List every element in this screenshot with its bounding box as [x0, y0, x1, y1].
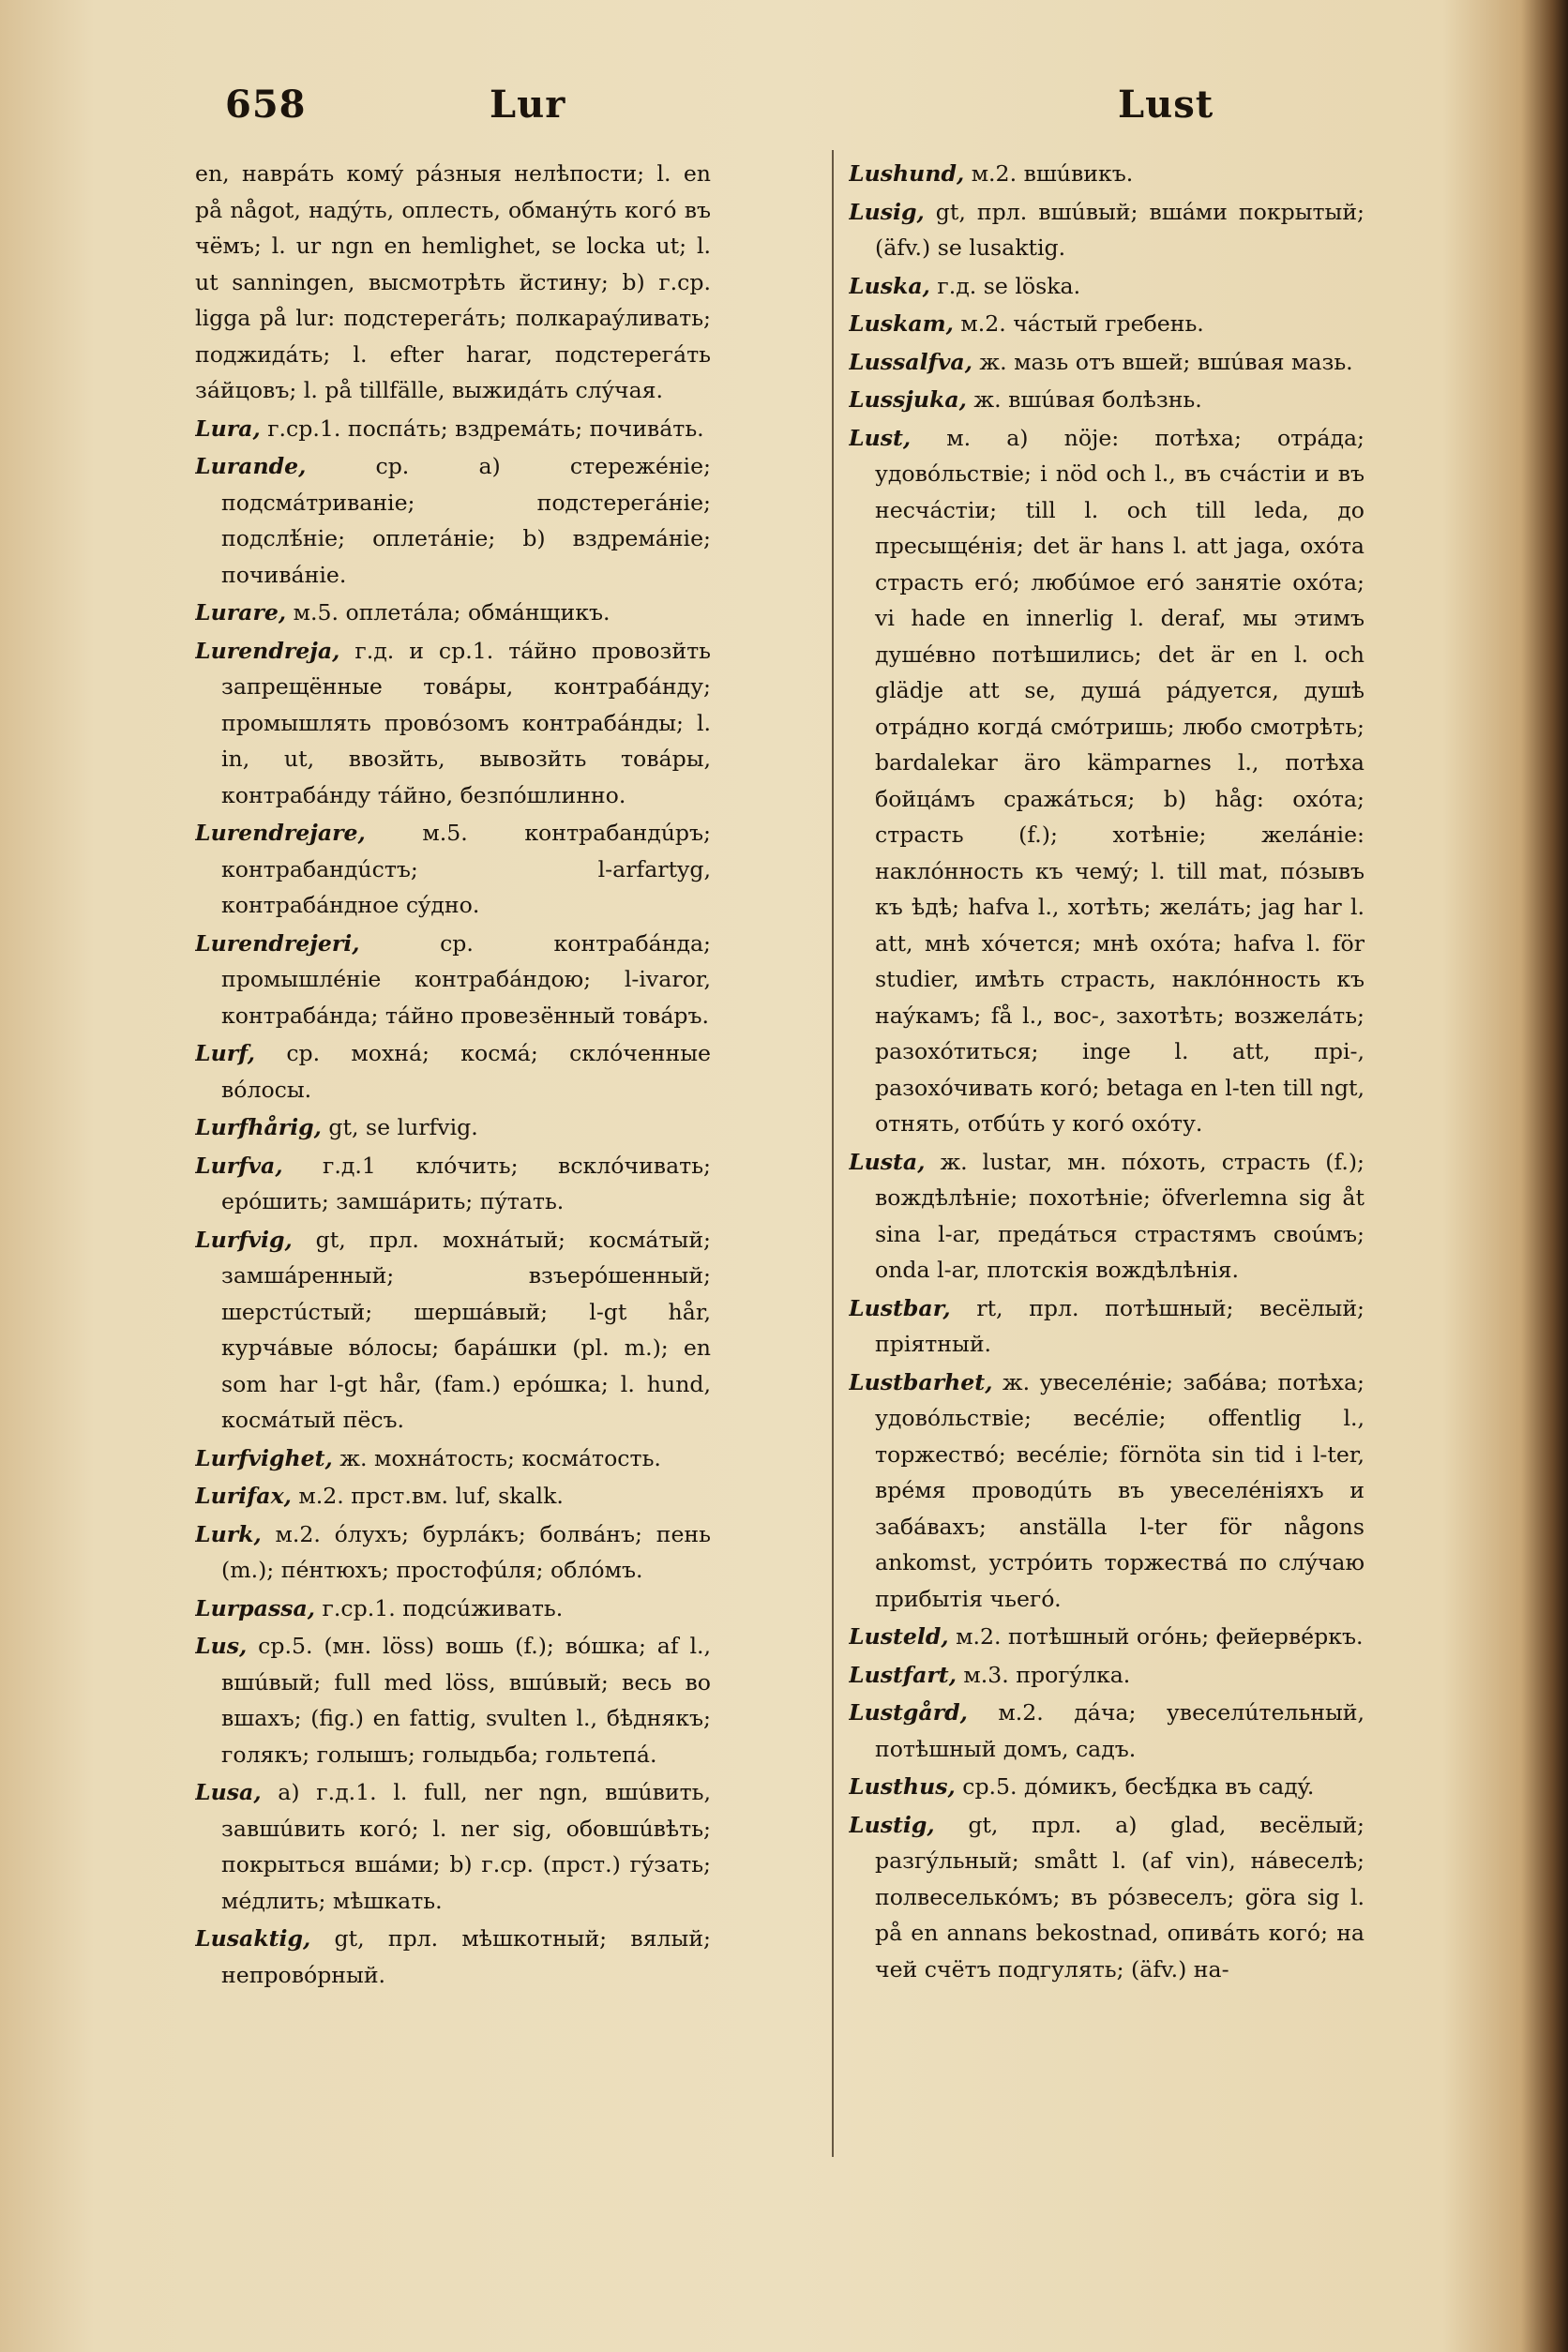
entry-headword: Lurf, — [195, 1040, 256, 1066]
entry-definition: г.ср.1. поспáть; вздремáть; почивáть. — [267, 415, 704, 442]
page-number: 658 — [225, 83, 307, 127]
entry-definition: м. a) nöje: потѣха; отрáда; удовóльствіе; i nöd och l., въ счáстіи и въ несчáстіи; till l. och till leda, до пресыщéнія; det är hans l. att jaga, охóта страсть егó; любúмое егó занятіе охóта; vi hade en innerlig l. deraf, мы этимъ душéвно потѣшились; det är en l. och glädje att se, душá рáдуется, душѣ отрáдно когдá смóтришь; любо смотрѣть; bardalekar äro kämparnes l., потѣха бойцáмъ сражáться; b) håg: охóта; страсть (f.); хотѣніе; желáніе: наклóнность къ чемý; l. till mat, пóзывъ къ ѣдѣ; hafva l., хотѣть; желáть; jag har l. att, мнѣ хóчется; мнѣ охóта; hafva l. för studier, имѣть страсть, наклóнность къ наýкамъ; få l., вос-, захотѣть; возжелáть; разохóтиться; inge l. att, прі-, разохóчивать когó; betaga en l-ten till ngt, отнять, отбúть у когó охóту. — [875, 424, 1364, 1137]
dictionary-entry — [195, 1591, 711, 1627]
entry-headword: Lurfhårig, — [195, 1114, 322, 1140]
entry-definition: м.2. вшúвикъ. — [971, 160, 1134, 187]
dictionary-entry — [195, 1921, 711, 1993]
entry-definition: ср. мохнá; космá; склóченные вóлосы. — [221, 1040, 711, 1103]
entry-headword: Lusig, — [849, 198, 925, 225]
dictionary-entry — [195, 1774, 711, 1919]
dictionary-entry — [195, 448, 711, 593]
entry-definition: г.ср.1. подсúживать. — [322, 1594, 564, 1621]
entry-definition: rt, прл. потѣшный; весёлый; пріятный. — [875, 1294, 1364, 1357]
entry-headword: Lusta, — [849, 1148, 926, 1175]
entry-headword: Lurfva, — [195, 1152, 283, 1179]
entry-headword: Lustfart, — [849, 1661, 957, 1688]
dictionary-entry — [849, 1364, 1364, 1618]
guide-word-left: Lur — [490, 83, 566, 127]
dictionary-entry — [195, 1628, 711, 1772]
entry-headword: Lurare, — [195, 599, 287, 626]
dictionary-entry — [195, 1109, 711, 1146]
dictionary-entry — [849, 156, 1364, 192]
dictionary-entry — [195, 1478, 711, 1515]
dictionary-entry — [849, 1695, 1364, 1767]
entry-definition: en, наврáть комý рáзныя нелѣпости; l. en på något, надýть, оплесть, обманýть когó въ чёмъ; l. ur ngn en hemlighet, se locka ut; l. ut sanningen, высмотрѣть йстину; b) г.ср. ligga på lur: подстерегáть; полкараýливать; поджидáть; l. efter harar, подстерегáть зáйцовъ; l. på tillfälle, выжидáть слýчая. — [195, 160, 711, 403]
entry-headword: Lusthus, — [849, 1773, 956, 1800]
dictionary-entry — [195, 926, 711, 1034]
entry-definition: ср.5. дóмикъ, бесѣ́дка въ садý. — [962, 1773, 1315, 1800]
entry-definition: ср. a) стережéніе; подсмáтриваніе; подстерегáніе; подслѣ́ніе; оплетáніе; b) вздремáніе; почивáніе. — [221, 453, 711, 588]
entry-headword: Lurendreja, — [195, 637, 340, 664]
entry-headword: Lura, — [195, 415, 261, 442]
entry-headword: Lurfvig, — [195, 1226, 293, 1253]
entry-definition: ж. мазь отъ вшей; вшúвая мазь. — [979, 348, 1353, 375]
dictionary-entry — [195, 1035, 711, 1108]
entry-definition: м.2. прст.вм. luf, skalk. — [298, 1483, 564, 1509]
entry-headword: Lustbarhet, — [849, 1368, 993, 1395]
entry-headword: Lurendrejeri, — [195, 929, 360, 957]
entry-headword: Lurifax, — [195, 1483, 292, 1509]
entry-definition: г.д. и ср.1. тáйно провозйть запрещённые товáры, контрабáнду; промышлять провóзомъ контрабáнды; l. in, ut, ввозйть, вывозйть товáры, контрабáнду тáйно, безпóшлинно. — [221, 637, 711, 808]
dictionary-entry — [195, 156, 711, 409]
guide-word-right: Lust — [1118, 83, 1214, 127]
entry-definition: ср.5. (мн. löss) вошь (f.); вóшка; af l., вшúвый; full med löss, вшúвый; весь во вшахъ; (fig.) en fattig, svulten l., бѣднякъ; голякъ; голышъ; голыдьба; гольтепá. — [221, 1633, 711, 1768]
entry-definition: gt, se lurfvig. — [328, 1114, 478, 1140]
dictionary-entry — [195, 1222, 711, 1439]
entry-definition: gt, прл. мохнáтый; космáтый; замшáренный; взъерóшенный; шерстúстый; шершáвый; l-gt hår, курчáвые вóлосы; барáшки (pl. m.); en som har l-gt hår, (fam.) ерóшка; l. hund, космáтый пёсъ. — [221, 1226, 711, 1433]
dictionary-entry — [849, 1144, 1364, 1289]
page-header — [218, 83, 1232, 139]
entry-definition: м.3. прогýлка. — [963, 1661, 1131, 1688]
entry-definition: ж. мохнáтость; космáтость. — [339, 1444, 661, 1471]
entry-definition: м.5. оплетáла; обмáнщикъ. — [293, 599, 611, 626]
column-divider — [832, 150, 834, 2157]
right-column — [849, 156, 1364, 2153]
entry-definition: gt, прл. мѣшкотный; вялый; непровóрный. — [221, 1925, 711, 1988]
entry-definition: м.2. потѣшный огóнь; фейервéркъ. — [956, 1623, 1364, 1650]
entry-definition: м.2. óлухъ; бурлáкъ; болвáнъ; пень (m.); пéнтюхъ; простофúля; облóмъ. — [221, 1520, 711, 1583]
entry-headword: Luskam, — [849, 310, 954, 337]
entry-headword: Luska, — [849, 272, 930, 299]
dictionary-entry — [849, 194, 1364, 266]
entry-definition: a) г.д.1. l. full, ner ngn, вшúвить, завшúвить когó; l. ner sig, обовшúвѣть; покрыться вшáми; b) г.ср. (прст.) гýзать; мéдлить; мѣшкать. — [221, 1779, 711, 1914]
entry-definition: gt, прл. вшúвый; вшáми покрытый; (äfv.) se lusaktig. — [875, 198, 1364, 261]
entry-definition: м.2. чáстый гребень. — [960, 310, 1204, 337]
entry-headword: Lusteld, — [849, 1623, 949, 1650]
dictionary-entry — [849, 306, 1364, 342]
entry-headword: Lustgård, — [849, 1699, 968, 1726]
entry-headword: Lussalfva, — [849, 348, 972, 375]
entry-headword: Lus, — [195, 1633, 248, 1659]
dictionary-entry — [195, 1148, 711, 1220]
entry-definition: м.5. контрабандúръ; контрабандúстъ; l-arfartyg, контрабáндное сýдно. — [221, 820, 711, 918]
entry-headword: Lusa, — [195, 1779, 262, 1805]
dictionary-entry — [849, 1807, 1364, 1988]
entry-definition: ж. lustar, мн. пóхоть, страсть (f.); вождѣлѣніе; похотѣніе; öfverlemna sig åt sina l-ar, предáться страстямъ своúмъ; onda l-ar, плотскія вождѣлѣнія. — [875, 1148, 1364, 1283]
dictionary-entry — [849, 1290, 1364, 1363]
entry-definition: ж. вшúвая болѣзнь. — [973, 386, 1202, 413]
entry-headword: Lurendrejare, — [195, 820, 366, 846]
entry-headword: Lustbar, — [849, 1294, 951, 1321]
entry-headword: Lusaktig, — [195, 1925, 311, 1952]
entry-definition: м.2. дáча; увеселúтельный, потѣшный домъ, садъ. — [875, 1699, 1364, 1762]
dictionary-entry — [195, 411, 711, 447]
entry-headword: Lussjuka, — [849, 386, 967, 413]
dictionary-entry — [195, 1440, 711, 1477]
left-column — [195, 156, 711, 2153]
entry-definition: г.д.1 клóчить; всклóчивать; ерóшить; замшáрить; пýтать. — [221, 1152, 711, 1214]
dictionary-entry — [195, 633, 711, 814]
dictionary-entry — [849, 420, 1364, 1142]
entry-headword: Lurk, — [195, 1520, 262, 1547]
dictionary-entry — [849, 1657, 1364, 1694]
dictionary-entry — [849, 344, 1364, 381]
dictionary-entry — [849, 268, 1364, 305]
entry-headword: Lurfvighet, — [195, 1444, 333, 1471]
dictionary-entry — [195, 815, 711, 924]
entry-definition: ср. контрабáнда; промышлéніе контрабáндою; l-ivaror, контрабáнда; тáйно провезённый товáръ. — [221, 929, 711, 1029]
entry-headword: Lurpassa, — [195, 1594, 316, 1621]
entry-definition: ж. увеселéніе; забáва; потѣха; удовóльствіе; весéліе; offentlig l., торжествó; весéліе; förnöta sin tid i l-ter, врéмя проводúть въ увеселéніяхъ и забáвахъ; anställa l-ter för någons ankomst, устрóить торжествá по слýчаю прибытія чьегó. — [875, 1368, 1364, 1612]
dictionary-entry — [195, 1516, 711, 1589]
dictionary-entry — [849, 382, 1364, 418]
dictionary-entry — [849, 1769, 1364, 1805]
entry-definition: г.д. se löska. — [937, 272, 1081, 299]
dictionary-entry — [849, 1619, 1364, 1655]
entry-headword: Lushund, — [849, 160, 965, 187]
entry-headword: Lustig, — [849, 1811, 935, 1838]
entry-headword: Lust, — [849, 424, 912, 451]
entry-definition: gt, прл. a) glad, весёлый; разгýльный; smått l. (af vin), нáвеселѣ; полвеселькóмъ; въ рóзвеселъ; göra sig l. på en annans bekostnad, опивáть когó; на чей счётъ подгулять; (äfv.) на- — [875, 1811, 1364, 1983]
dictionary-entry — [195, 595, 711, 631]
entry-headword: Lurande, — [195, 453, 307, 479]
